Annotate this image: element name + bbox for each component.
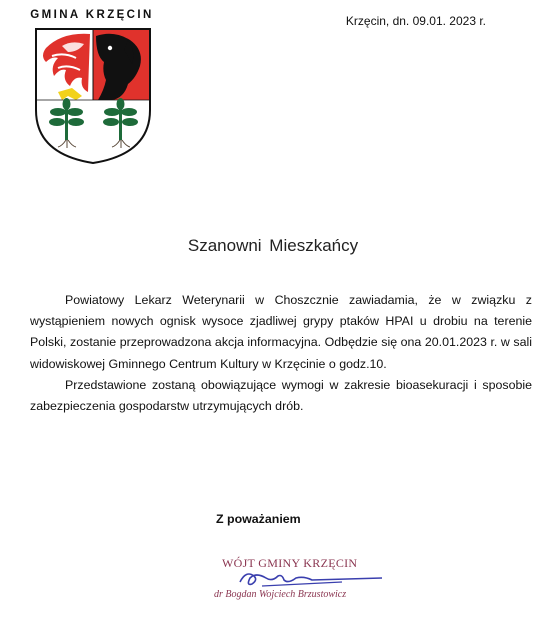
- letter-paragraph: Powiatowy Lekarz Weterynarii w Choszcznie zawiadamia, że w związku z wystąpieniem nowych ognisk wysoce zjadliwej grypy ptaków HPAI u drobiu na terenie Polski, zostanie przeprowadzona akcja informacyjna. Odbędzie się ona 20.01.2023 r. w sali widowiskowej Gminnego Centrum Kultury w Krzęcinie o godz.10.: [30, 293, 532, 371]
- coat-of-arms-emblem: [32, 26, 154, 166]
- crest-label: GMINA KRZĘCIN: [30, 9, 154, 21]
- letter-body: [30, 290, 532, 417]
- stamp-title: WÓJT GMINY KRZĘCIN: [222, 556, 358, 570]
- letter-closing: Z poważaniem: [216, 512, 301, 526]
- stamp-name: dr Bogdan Wojciech Brzustowicz: [214, 589, 347, 600]
- date-line: Krzęcin, dn. 09.01. 2023 r.: [345, 14, 486, 28]
- letter-salutation: Szanowni Mieszkańcy: [187, 236, 359, 255]
- letter-paragraph: Przedstawione zostaną obowiązujące wymogi w zakresie bioasekuracji i sposobie zabezpieczenia gospodarstw utrzymujących drób.: [30, 377, 532, 414]
